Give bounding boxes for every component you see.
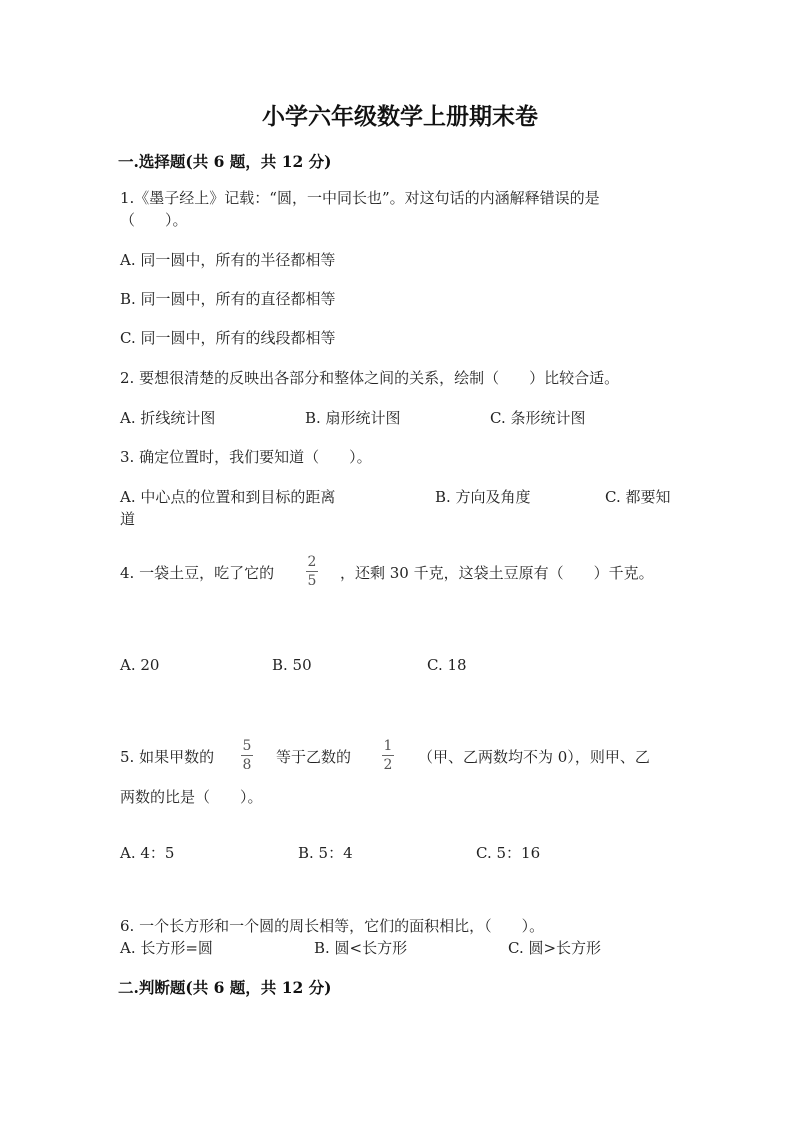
page-title: 小学六年级数学上册期末卷 xyxy=(262,103,538,130)
question-5-text-middle: 等于乙数的 xyxy=(276,748,352,766)
question-3-option-b[interactable]: B. 方向及角度 xyxy=(435,488,531,506)
question-1-text-line2: （ ）。 xyxy=(120,211,188,229)
fraction-denominator: 5 xyxy=(307,573,317,589)
fraction-numerator: 5 xyxy=(242,738,252,754)
question-4-fraction xyxy=(304,554,320,589)
question-4-option-a[interactable]: A. 20 xyxy=(120,656,160,674)
fraction-bar xyxy=(241,755,253,756)
fraction-denominator: 2 xyxy=(383,757,393,773)
fraction-bar xyxy=(306,571,318,572)
question-4-text-after: ，还剩 30 千克，这袋土豆原有（ ）千克。 xyxy=(340,564,654,582)
fraction-numerator: 1 xyxy=(383,738,393,754)
question-1-option-a[interactable]: A. 同一圆中，所有的半径都相等 xyxy=(120,251,336,269)
question-5-option-a[interactable]: A. 4：5 xyxy=(120,844,175,862)
fraction-numerator: 2 xyxy=(307,554,317,570)
fraction-denominator: 8 xyxy=(242,757,252,773)
question-4-option-b[interactable]: B. 50 xyxy=(272,656,312,674)
question-1-option-b[interactable]: B. 同一圆中，所有的直径都相等 xyxy=(120,290,336,308)
question-5-fraction-1 xyxy=(239,738,255,773)
question-5-text-line2: 两数的比是（ ）。 xyxy=(120,788,263,806)
question-3-option-a[interactable]: A. 中心点的位置和到目标的距离 xyxy=(120,488,336,506)
question-1-option-c[interactable]: C. 同一圆中，所有的线段都相等 xyxy=(120,329,336,347)
question-3-option-c[interactable]: C. 都要知 xyxy=(605,488,671,506)
section-heading-judgment: 二.判断题(共 6 题，共 12 分) xyxy=(118,978,332,997)
question-3-text: 3. 确定位置时，我们要知道（ ）。 xyxy=(120,448,372,466)
question-4-option-c[interactable]: C. 18 xyxy=(427,656,467,674)
question-6-option-b[interactable]: B. 圆<长方形 xyxy=(314,939,408,957)
question-4-text-before: 4. 一袋土豆，吃了它的 xyxy=(120,564,275,582)
section-heading-choice: 一.选择题(共 6 题，共 12 分) xyxy=(118,152,332,171)
question-6-option-c[interactable]: C. 圆>长方形 xyxy=(508,939,602,957)
question-2-option-c[interactable]: C. 条形统计图 xyxy=(490,409,586,427)
question-5-fraction-2 xyxy=(380,738,396,773)
question-5-option-b[interactable]: B. 5：4 xyxy=(298,844,353,862)
fraction-bar xyxy=(382,755,394,756)
question-5-option-c[interactable]: C. 5：16 xyxy=(476,844,541,862)
question-2-option-a[interactable]: A. 折线统计图 xyxy=(120,409,216,427)
question-6-text: 6. 一个长方形和一个圆的周长相等，它们的面积相比，（ ）。 xyxy=(120,917,545,935)
question-6-option-a[interactable]: A. 长方形=圆 xyxy=(120,939,213,957)
question-2-text: 2. 要想很清楚的反映出各部分和整体之间的关系，绘制（ ）比较合适。 xyxy=(120,369,620,387)
question-5-text-before: 5. 如果甲数的 xyxy=(120,748,215,766)
question-2-option-b[interactable]: B. 扇形统计图 xyxy=(305,409,401,427)
question-5-text-after: （甲、乙两数均不为 0），则甲、乙 xyxy=(418,748,650,766)
question-3-option-c-wrap: 道 xyxy=(120,510,136,528)
question-1-text: 1.《墨子经上》记载：“圆，一中同长也”。对这句话的内涵解释错误的是 xyxy=(120,189,600,207)
